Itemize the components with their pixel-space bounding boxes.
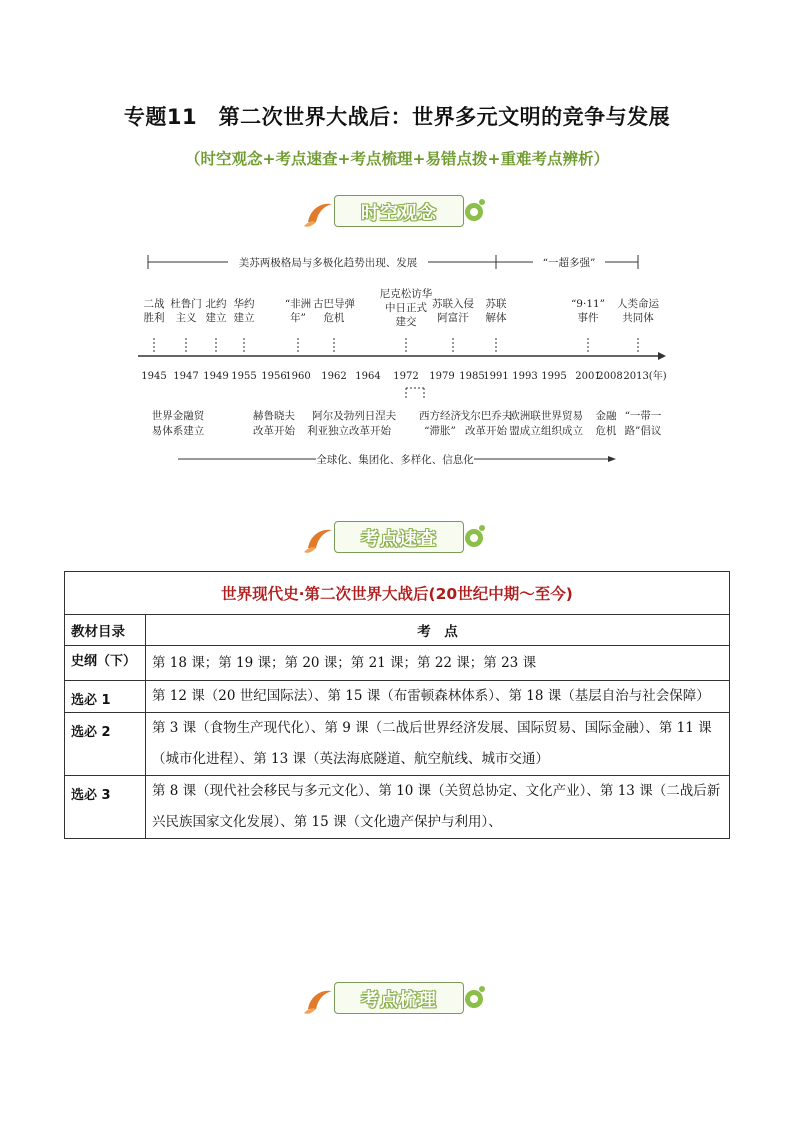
- period-label-unipolar: “一超多强”: [542, 257, 596, 269]
- event-above-label: 尼克松访华: [379, 288, 433, 300]
- year-label: 1947: [173, 371, 199, 382]
- leaf-circle-icon: [462, 196, 498, 232]
- event-above-label: 建立: [205, 312, 227, 324]
- table-caption: 世界现代史·第二次世界大战后(20世纪中期～至今): [65, 572, 730, 615]
- event-above-label: 事件: [577, 312, 599, 324]
- banner-label-box: [334, 982, 464, 1014]
- page-subtitle: （时空观念+考点速查+考点梳理+易错点拨+重难考点辨析）: [185, 150, 609, 168]
- banner-label: 时空观念: [361, 203, 437, 224]
- banner-label: 考点梳理: [361, 990, 437, 1011]
- year-label: 1962: [321, 371, 347, 382]
- table-row: [65, 681, 730, 713]
- event-below-label: 改革开始: [349, 425, 391, 437]
- event-above-label: 苏联入侵: [432, 298, 474, 310]
- event-below-label: 世界金融贸: [151, 410, 205, 422]
- year-label: 1955: [231, 371, 257, 382]
- event-below-label: 组织成立: [541, 425, 583, 437]
- event-below-label: 路”倡议: [624, 425, 662, 437]
- event-above-label: 年”: [290, 312, 306, 324]
- koi-fish-icon: [298, 979, 338, 1019]
- event-above-label: 共同体: [622, 312, 654, 324]
- event-above-label: 胜利: [143, 312, 165, 324]
- event-above-label: 二战: [143, 298, 165, 310]
- year-label: 1949: [203, 371, 229, 382]
- banner-label-box: [334, 521, 464, 553]
- year-label: 1964: [355, 371, 381, 382]
- year-label: 1972: [393, 371, 419, 382]
- row-label: 史纲（下）: [65, 646, 146, 681]
- leaf-circle-icon: [462, 983, 498, 1019]
- event-below-label: 赫鲁晓夫: [253, 410, 295, 422]
- event-below-label: 戈尔巴乔夫: [459, 410, 513, 422]
- table-header-directory: 教材目录: [65, 615, 146, 646]
- row-label: 选必 3: [65, 776, 146, 839]
- year-label: 1956: [261, 371, 287, 382]
- event-above-label: 人类命运: [617, 298, 659, 310]
- event-below-label: 易体系建立: [151, 425, 205, 437]
- event-below-label: 盟成立: [509, 425, 541, 437]
- syllabus-table: [64, 571, 730, 839]
- event-above-label: “9·11”: [570, 298, 606, 310]
- timeline-figure: [138, 242, 668, 474]
- event-below-label: 改革开始: [465, 425, 507, 437]
- year-label: 2001: [575, 371, 601, 382]
- year-label: 1979: [429, 371, 455, 382]
- event-above-label: 中日正式: [385, 302, 427, 314]
- event-below-label: 金融: [595, 410, 617, 422]
- banner-label-box: [334, 195, 464, 227]
- section-banner-summary: [298, 977, 498, 1025]
- table-row: [65, 646, 730, 681]
- year-label: 2008: [597, 371, 623, 382]
- event-below-label: 欧洲联: [509, 410, 541, 422]
- event-below-label: “一带一: [624, 410, 662, 422]
- axis-arrowhead: [658, 352, 666, 360]
- year-label: 1985: [459, 371, 485, 382]
- event-above-label: 建交: [395, 316, 417, 328]
- row-content: 第 12 课（20 世纪国际法）、第 15 课（布雷顿森林体系）、第 18 课（基层自治与社会保障）: [146, 681, 730, 713]
- koi-fish-icon: [298, 192, 338, 232]
- section-banner-timeline: [298, 190, 498, 238]
- event-above-label: 危机: [323, 312, 345, 324]
- event-below-label: 世界贸易: [541, 410, 583, 422]
- banner-label: 考点速查: [361, 529, 437, 550]
- event-above-label: 阿富汗: [437, 312, 469, 324]
- event-below-label: 危机: [595, 425, 617, 437]
- event-above-label: 华约: [233, 298, 255, 310]
- timeline-svg: [138, 242, 668, 474]
- event-below-label: 改革开始: [253, 425, 295, 437]
- section-banner-quickcheck: [298, 516, 498, 564]
- event-above-label: 主义: [175, 312, 197, 324]
- row-content: 第 8 课（现代社会移民与多元文化）、第 10 课（关贸总协定、文化产业）、第 13 课（二战后新兴民族国家文化发展）、第 15 课（文化遗产保护与利用）、: [146, 776, 730, 839]
- leaf-circle-icon: [462, 522, 498, 558]
- event-above-label: 苏联: [485, 298, 507, 310]
- year-label: 1991: [483, 371, 509, 382]
- year-label: 1945: [141, 371, 167, 382]
- table-row: [65, 713, 730, 776]
- bottom-trend-label: 全球化、集团化、多样化、信息化: [316, 454, 474, 466]
- year-label: 1960: [285, 371, 311, 382]
- row-label: 选必 2: [65, 713, 146, 776]
- event-below-label: “滞胀”: [424, 425, 456, 437]
- event-below-label: 利亚独立: [307, 425, 349, 437]
- year-label: 2013(年): [623, 371, 667, 382]
- year-label: 1995: [541, 371, 567, 382]
- period-label-bipolar: 美苏两极格局与多极化趋势出现、发展: [238, 257, 418, 269]
- event-above-label: 建立: [233, 312, 255, 324]
- event-below-label: 阿尔及: [312, 410, 344, 422]
- table-header-points: 考 点: [146, 615, 730, 646]
- koi-fish-icon: [298, 518, 338, 558]
- event-below-label: 勃列日涅夫: [343, 410, 397, 422]
- event-above-label: 古巴导弹: [313, 298, 355, 310]
- row-label: 选必 1: [65, 681, 146, 713]
- year-label: 1993: [512, 371, 538, 382]
- event-above-label: 解体: [485, 312, 507, 324]
- page-title: 专题11 第二次世界大战后：世界多元文明的竞争与发展: [123, 105, 671, 129]
- table-row: [65, 776, 730, 839]
- event-above-label: 北约: [205, 298, 227, 310]
- row-content: 第 3 课（食物生产现代化）、第 9 课（二战后世界经济发展、国际贸易、国际金融）、第 11 课（城市化进程）、第 13 课（英法海底隧道、航空航线、城市交通）: [146, 713, 730, 776]
- event-above-label: 杜鲁门: [170, 298, 202, 310]
- event-above-label: “非洲: [284, 298, 312, 310]
- row-content: 第 18 课；第 19 课；第 20 课；第 21 课；第 22 课；第 23 课: [146, 646, 730, 681]
- event-below-label: 西方经济: [419, 410, 461, 422]
